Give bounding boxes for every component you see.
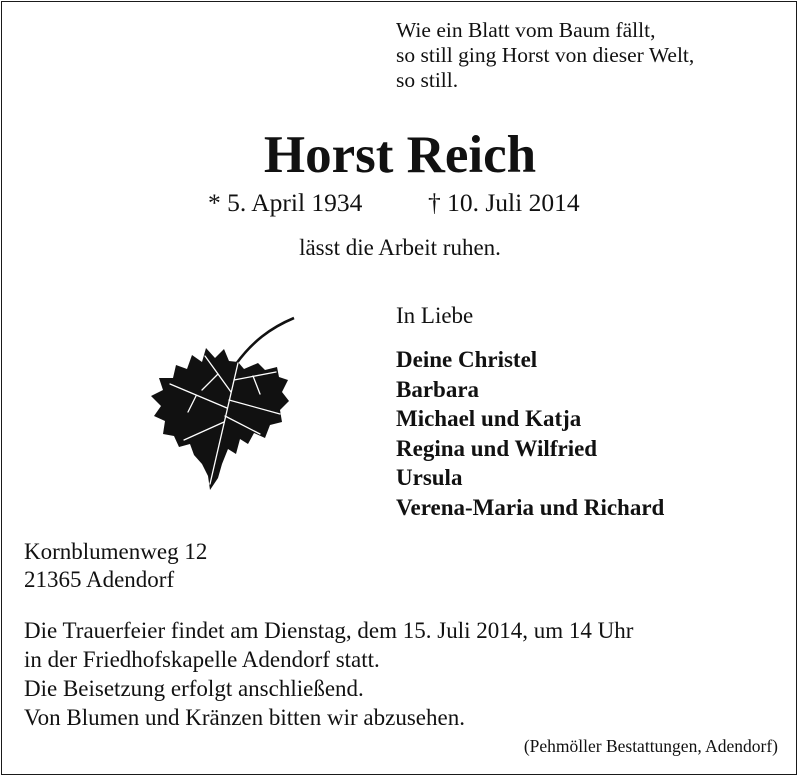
- leaf-icon: [148, 314, 298, 492]
- mourners-list: [396, 345, 664, 523]
- poem-line: Wie ein Blatt vom Baum fällt,: [396, 18, 656, 42]
- ceremony-info: [24, 616, 633, 732]
- undertaker-credit: (Pehmöller Bestattungen, Adendorf): [523, 736, 778, 756]
- death-date: † 10. Juli 2014: [428, 188, 580, 217]
- deceased-name: Horst Reich: [263, 126, 537, 184]
- poem-line: so still.: [396, 68, 459, 92]
- mourner-name: Barbara: [396, 376, 480, 402]
- address: [24, 538, 207, 594]
- mourner-name: Deine Christel: [396, 347, 538, 372]
- address-street: Kornblumenweg 12: [24, 539, 208, 564]
- mourner-name: Regina und Wilfried: [396, 435, 598, 461]
- mourner-name: Ursula: [396, 465, 463, 491]
- mourner-name: Verena-Maria und Richard: [396, 494, 665, 520]
- ceremony-line: in der Friedhofskapelle Adendorf statt.: [24, 647, 380, 672]
- ceremony-line: Die Beisetzung erfolgt anschließend.: [24, 676, 364, 701]
- in-love-label: In Liebe: [396, 303, 474, 328]
- closing-phrase: lässt die Arbeit ruhen.: [299, 235, 501, 260]
- birth-date: * 5. April 1934: [208, 188, 363, 217]
- poem-line: so still ging Horst von dieser Welt,: [396, 43, 695, 67]
- address-city: 21365 Adendorf: [24, 567, 175, 592]
- mourner-name: Michael und Katja: [396, 406, 582, 432]
- poem: [396, 18, 694, 93]
- ceremony-line: Die Trauerfeier findet am Dienstag, dem 15. Juli 2014, um 14 Uhr: [24, 618, 634, 643]
- ceremony-line: Von Blumen und Kränzen bitten wir abzusehen.: [24, 705, 465, 730]
